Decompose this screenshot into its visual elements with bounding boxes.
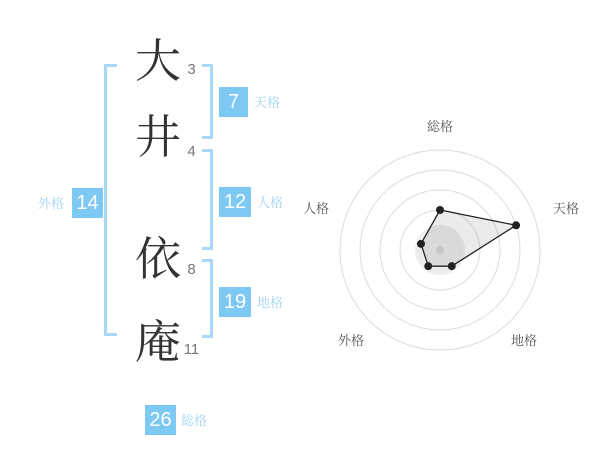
data-point: [448, 262, 456, 270]
data-point: [512, 221, 520, 229]
stroke-count-2: 4: [187, 143, 196, 160]
soukaku-label: 総格: [181, 413, 208, 428]
soukaku-value-badge: 26: [145, 405, 176, 435]
stroke-count-3: 8: [187, 261, 196, 278]
radar-axis-label: 人格: [302, 201, 330, 216]
jinkaku-bracket: [202, 149, 213, 250]
data-point: [436, 206, 444, 214]
data-point: [424, 262, 432, 270]
data-point: [417, 240, 425, 248]
radar-axis-label: 天格: [552, 201, 580, 216]
chikaku-bracket: [202, 259, 213, 338]
gaikaku-value-badge: 14: [72, 188, 103, 218]
name-char-1: 大: [135, 35, 181, 87]
name-char-3: 依: [135, 233, 181, 285]
name-char-4: 庵: [135, 316, 181, 368]
radar-axis-label: 総格: [426, 119, 454, 134]
tenkaku-value-badge: 7: [219, 87, 248, 117]
chikaku-value-badge: 19: [219, 287, 251, 317]
tenkaku-bracket: [202, 64, 213, 139]
stroke-count-4: 11: [183, 341, 200, 358]
data-polygon: [421, 210, 516, 266]
stroke-count-1: 3: [187, 61, 196, 78]
jinkaku-value-badge: 12: [219, 187, 251, 217]
gaikaku-label: 外格: [38, 196, 65, 211]
radar-chart: [290, 100, 590, 400]
radar-axis-label: 地格: [510, 333, 538, 348]
center-dot: [436, 246, 444, 254]
jinkaku-label: 人格: [257, 195, 284, 210]
name-char-2: 井: [135, 111, 181, 163]
radar-axis-label: 外格: [337, 333, 365, 348]
gaikaku-bracket: [104, 64, 117, 336]
chikaku-label: 地格: [257, 295, 284, 310]
tenkaku-label: 天格: [254, 95, 281, 110]
